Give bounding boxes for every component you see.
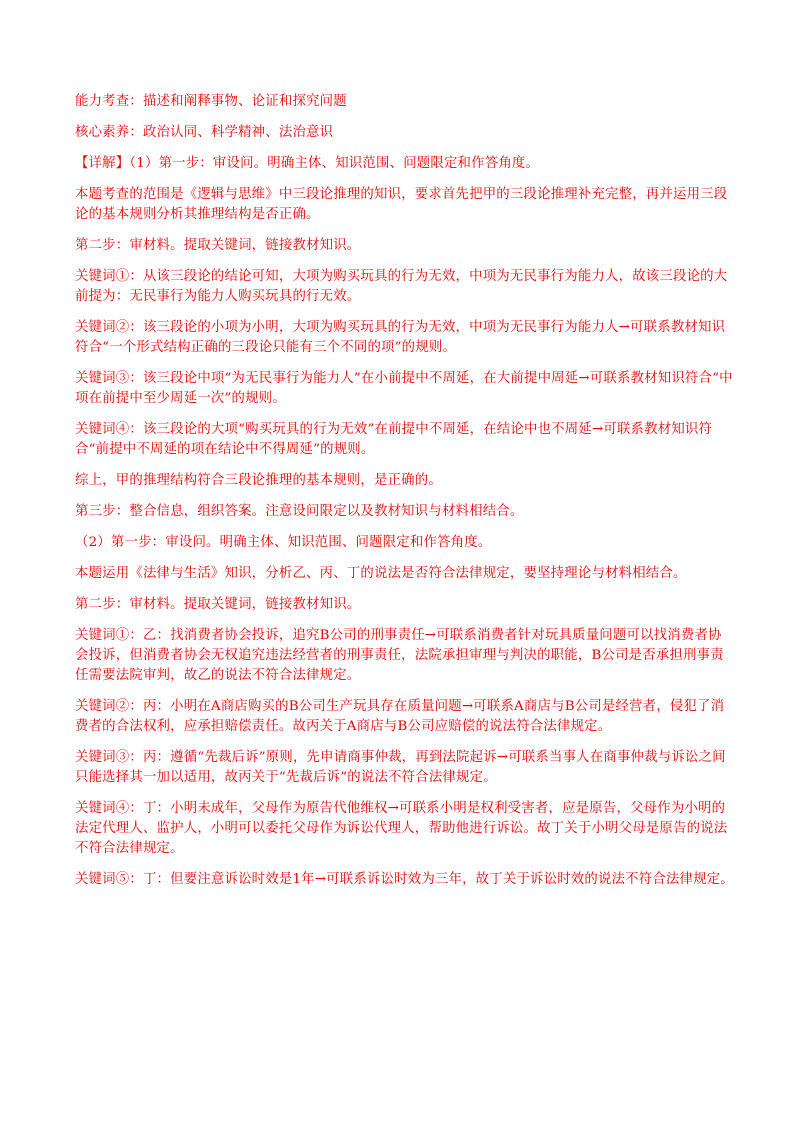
q2-keyword-2: 关键词②：丙：小明在A商店购买的B公司生产玩具存在质量问题→可联系A商店与B公司是经营者，侵犯了消费者的合法权利，应承担赔偿责任。故丙关于A商店与B公司应赔偿的说法符合法律规定。 [75, 699, 725, 734]
q1-keyword-2: 关键词②：该三段论的小项为小明，大项为购买玩具的行为无效，中项为无民事行为能力人→可联系教材知识符合“一个形式结构正确的三段论只能有三个不同的项”的规则。 [75, 320, 726, 355]
q2-keyword-1: 关键词①：乙：找消费者协会投诉，追究B公司的刑事责任→可联系消费者针对玩具质量问题可以找消费者协会投诉，但消费者协会无权追究违法经营者的刑事责任，法院承担审理与判决的职能，B公司是否承担刑事责任需要法院审判，故乙的说法不符合法律规定。 [75, 628, 724, 683]
q2-scope-paragraph: 本题运用《法律与生活》知识，分析乙、丙、丁的说法是否符合法律规定，要坚持理论与材料相结合。 [75, 566, 687, 581]
q1-keyword-3: 关键词③：该三段论中项“为无民事行为能力人”在小前提中不周延，在大前提中周延→可联系教材知识符合“中项在前提中至少周延一次”的规则。 [75, 371, 733, 406]
q2-step1: （2）第一步：审设问。明确主体、知识范围、问题限定和作答角度。 [75, 535, 492, 550]
detail-q1-step1: 【详解】（1）第一步：审设问。明确主体、知识范围、问题限定和作答角度。 [75, 156, 540, 171]
q1-step2: 第二步：审材料。提取关键词，链接教材知识。 [75, 238, 361, 253]
q2-keyword-4: 关键词④：丁：小明未成年，父母作为原告代他维权→可联系小明是权利受害者，应是原告，父母作为小明的法定代理人、监护人，小明可以委托父母作为诉讼代理人，帮助他进行诉讼。故丁关于小明父母是原告的说法不符合法律规定。 [75, 801, 728, 856]
q1-scope-paragraph: 本题考查的范围是《逻辑与思维》中三段论推理的知识，要求首先把甲的三段论推理补充完整，再并运用三段论的基本规则分析其推理结构是否正确。 [75, 187, 728, 222]
q2-step2: 第二步：审材料。提取关键词，链接教材知识。 [75, 597, 361, 612]
q1-keyword-1: 关键词①：从该三段论的结论可知，大项为购买玩具的行为无效，中项为无民事行为能力人，故该三段论的大前提为：无民事行为能力人购买玩具的行无效。 [75, 269, 728, 304]
q1-summary: 综上，甲的推理结构符合三段论推理的基本规则，是正确的。 [75, 473, 442, 488]
q1-step3: 第三步：整合信息，组织答案。注意设问限定以及教材知识与材料相结合。 [75, 504, 524, 519]
ability-assessment: 能力考查：描述和阐释事物、论证和探究问题 [75, 94, 347, 109]
q1-keyword-4: 关键词④：该三段论的大项“购买玩具的行为无效”在前提中不周延，在结论中也不周延→可联系教材知识符合“前提中不周延的项在结论中不得周延”的规则。 [75, 422, 713, 457]
q2-keyword-5: 关键词⑤：丁：但要注意诉讼时效是1年→可联系诉讼时效为三年，故丁关于诉讼时效的说法不符合法律规定。 [75, 872, 734, 887]
document-body [75, 92, 735, 901]
core-literacy: 核心素养：政治认同、科学精神、法治意识 [75, 125, 334, 140]
q2-keyword-3: 关键词③：丙：遵循“先裁后诉”原则，先申请商事仲裁，再到法院起诉→可联系当事人在商事仲裁与诉讼之间只能选择其一加以适用，故丙关于“先裁后诉”的说法不符合法律规定。 [75, 750, 726, 785]
